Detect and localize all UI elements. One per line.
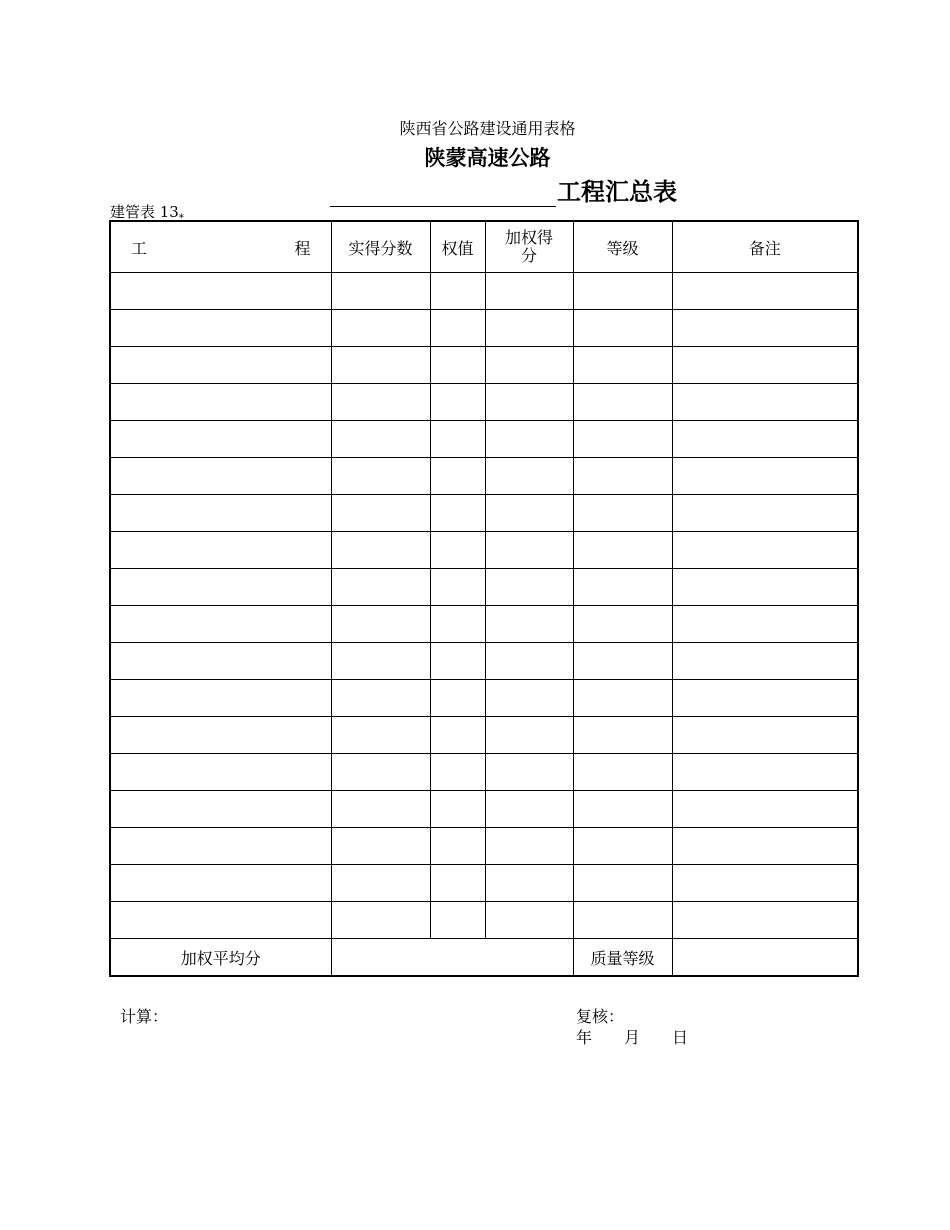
score-cell[interactable] bbox=[331, 458, 430, 495]
remark-cell[interactable] bbox=[672, 791, 858, 828]
weight-cell[interactable] bbox=[430, 643, 485, 680]
score-cell[interactable] bbox=[331, 384, 430, 421]
grade-cell[interactable] bbox=[573, 902, 672, 939]
table-row bbox=[110, 310, 858, 347]
weight-cell[interactable] bbox=[430, 865, 485, 902]
score-cell[interactable] bbox=[331, 310, 430, 347]
weight-cell[interactable] bbox=[430, 532, 485, 569]
project-cell[interactable] bbox=[110, 310, 331, 347]
quality-grade-label: 质量等级 bbox=[573, 939, 672, 977]
header-project-char-2: 程 bbox=[294, 238, 311, 258]
table-row bbox=[110, 902, 858, 939]
table-row bbox=[110, 347, 858, 384]
form-title bbox=[330, 172, 677, 207]
remark-cell[interactable] bbox=[672, 421, 858, 458]
weight-cell[interactable] bbox=[430, 569, 485, 606]
date-label: 年 月 日 bbox=[576, 1028, 689, 1047]
weighted-score-cell[interactable] bbox=[485, 273, 573, 310]
grade-cell[interactable] bbox=[573, 606, 672, 643]
weight-cell[interactable] bbox=[430, 273, 485, 310]
remark-cell[interactable] bbox=[672, 569, 858, 606]
grade-cell[interactable] bbox=[573, 754, 672, 791]
remark-cell[interactable] bbox=[672, 902, 858, 939]
grade-cell[interactable] bbox=[573, 347, 672, 384]
weighted-score-cell[interactable] bbox=[485, 532, 573, 569]
remark-cell[interactable] bbox=[672, 680, 858, 717]
remark-cell[interactable] bbox=[672, 347, 858, 384]
project-cell[interactable] bbox=[110, 569, 331, 606]
project-cell[interactable] bbox=[110, 384, 331, 421]
weight-cell[interactable] bbox=[430, 421, 485, 458]
table-row bbox=[110, 495, 858, 532]
table-row bbox=[110, 828, 858, 865]
weighted-score-cell[interactable] bbox=[485, 569, 573, 606]
grade-cell[interactable] bbox=[573, 421, 672, 458]
project-cell[interactable] bbox=[110, 791, 331, 828]
project-cell[interactable] bbox=[110, 606, 331, 643]
project-cell[interactable] bbox=[110, 680, 331, 717]
grade-cell[interactable] bbox=[573, 310, 672, 347]
header-grade: 等级 bbox=[573, 221, 672, 273]
remark-cell[interactable] bbox=[672, 754, 858, 791]
remark-cell[interactable] bbox=[672, 865, 858, 902]
score-cell[interactable] bbox=[331, 495, 430, 532]
project-cell[interactable] bbox=[110, 754, 331, 791]
header-weighted-score bbox=[485, 221, 573, 273]
table-row bbox=[110, 458, 858, 495]
weight-cell[interactable] bbox=[430, 754, 485, 791]
grade-cell[interactable] bbox=[573, 495, 672, 532]
grade-cell[interactable] bbox=[573, 828, 672, 865]
table-row bbox=[110, 680, 858, 717]
table-row bbox=[110, 273, 858, 310]
header-score: 实得分数 bbox=[331, 221, 430, 273]
score-cell[interactable] bbox=[331, 606, 430, 643]
remark-cell[interactable] bbox=[672, 532, 858, 569]
score-cell[interactable] bbox=[331, 791, 430, 828]
weighted-score-cell[interactable] bbox=[485, 310, 573, 347]
weighted-score-cell[interactable] bbox=[485, 421, 573, 458]
weight-cell[interactable] bbox=[430, 791, 485, 828]
reviewed-by-label: 复核： bbox=[576, 1007, 625, 1026]
remark-cell[interactable] bbox=[672, 273, 858, 310]
header-weighted-text: 加权得分 bbox=[504, 228, 553, 265]
grade-cell[interactable] bbox=[573, 791, 672, 828]
score-cell[interactable] bbox=[331, 421, 430, 458]
weight-cell[interactable] bbox=[430, 606, 485, 643]
weighted-average-cell[interactable] bbox=[331, 939, 573, 977]
score-cell[interactable] bbox=[331, 680, 430, 717]
project-name: 陕蒙高速公路 bbox=[424, 146, 551, 170]
form-code-mark: * bbox=[178, 213, 184, 224]
quality-grade-cell[interactable] bbox=[672, 939, 858, 977]
table-row bbox=[110, 643, 858, 680]
remark-cell[interactable] bbox=[672, 384, 858, 421]
table-row bbox=[110, 791, 858, 828]
form-code-text: 建管表 13 bbox=[110, 203, 179, 221]
project-cell[interactable] bbox=[110, 865, 331, 902]
weighted-average-label: 加权平均分 bbox=[110, 939, 331, 977]
score-cell[interactable] bbox=[331, 754, 430, 791]
table-row bbox=[110, 717, 858, 754]
remark-cell[interactable] bbox=[672, 458, 858, 495]
remark-cell[interactable] bbox=[672, 717, 858, 754]
weighted-score-cell[interactable] bbox=[485, 643, 573, 680]
grade-cell[interactable] bbox=[573, 384, 672, 421]
weight-cell[interactable] bbox=[430, 310, 485, 347]
calculated-by-label: 计算： bbox=[120, 1007, 169, 1026]
score-cell[interactable] bbox=[331, 865, 430, 902]
header-project bbox=[110, 221, 331, 273]
weight-cell[interactable] bbox=[430, 680, 485, 717]
project-cell[interactable] bbox=[110, 532, 331, 569]
table-row bbox=[110, 532, 858, 569]
weighted-score-cell[interactable] bbox=[485, 754, 573, 791]
grade-cell[interactable] bbox=[573, 680, 672, 717]
table-row bbox=[110, 606, 858, 643]
score-cell[interactable] bbox=[331, 643, 430, 680]
score-cell[interactable] bbox=[331, 347, 430, 384]
title-blank-field[interactable] bbox=[330, 182, 556, 207]
table-row bbox=[110, 865, 858, 902]
project-cell[interactable] bbox=[110, 421, 331, 458]
table-row bbox=[110, 384, 858, 421]
table-row bbox=[110, 421, 858, 458]
project-cell[interactable] bbox=[110, 643, 331, 680]
grade-cell[interactable] bbox=[573, 643, 672, 680]
score-cell[interactable] bbox=[331, 717, 430, 754]
weight-cell[interactable] bbox=[430, 347, 485, 384]
weighted-score-cell[interactable] bbox=[485, 458, 573, 495]
remark-cell[interactable] bbox=[672, 310, 858, 347]
header-project-char-1: 工 bbox=[131, 238, 148, 258]
project-cell[interactable] bbox=[110, 495, 331, 532]
weight-cell[interactable] bbox=[430, 828, 485, 865]
weight-cell[interactable] bbox=[430, 384, 485, 421]
weighted-score-cell[interactable] bbox=[485, 606, 573, 643]
project-cell[interactable] bbox=[110, 828, 331, 865]
weight-cell[interactable] bbox=[430, 495, 485, 532]
grade-cell[interactable] bbox=[573, 569, 672, 606]
weighted-score-cell[interactable] bbox=[485, 717, 573, 754]
remark-cell[interactable] bbox=[672, 495, 858, 532]
weighted-score-cell[interactable] bbox=[485, 828, 573, 865]
weight-cell[interactable] bbox=[430, 902, 485, 939]
grade-cell[interactable] bbox=[573, 532, 672, 569]
weighted-score-cell[interactable] bbox=[485, 384, 573, 421]
grade-cell[interactable] bbox=[573, 865, 672, 902]
table-row bbox=[110, 754, 858, 791]
score-cell[interactable] bbox=[331, 273, 430, 310]
form-title-text: 工程汇总表 bbox=[557, 178, 677, 206]
header-weight: 权值 bbox=[430, 221, 485, 273]
score-cell[interactable] bbox=[331, 902, 430, 939]
grade-cell[interactable] bbox=[573, 273, 672, 310]
table-footer-row bbox=[110, 939, 858, 977]
weight-cell[interactable] bbox=[430, 458, 485, 495]
weighted-score-cell[interactable] bbox=[485, 902, 573, 939]
table-header-row bbox=[110, 221, 858, 273]
project-cell[interactable] bbox=[110, 902, 331, 939]
project-cell[interactable] bbox=[110, 458, 331, 495]
summary-table bbox=[109, 220, 859, 977]
score-cell[interactable] bbox=[331, 532, 430, 569]
grade-cell[interactable] bbox=[573, 458, 672, 495]
project-cell[interactable] bbox=[110, 717, 331, 754]
weighted-score-cell[interactable] bbox=[485, 865, 573, 902]
form-series-title: 陕西省公路建设通用表格 bbox=[399, 119, 576, 138]
remark-cell[interactable] bbox=[672, 606, 858, 643]
table-row bbox=[110, 569, 858, 606]
weighted-score-cell[interactable] bbox=[485, 347, 573, 384]
header-remark: 备注 bbox=[672, 221, 858, 273]
project-cell[interactable] bbox=[110, 273, 331, 310]
weight-cell[interactable] bbox=[430, 717, 485, 754]
score-cell[interactable] bbox=[331, 828, 430, 865]
weighted-score-cell[interactable] bbox=[485, 680, 573, 717]
weighted-score-cell[interactable] bbox=[485, 495, 573, 532]
project-cell[interactable] bbox=[110, 347, 331, 384]
grade-cell[interactable] bbox=[573, 717, 672, 754]
score-cell[interactable] bbox=[331, 569, 430, 606]
weighted-score-cell[interactable] bbox=[485, 791, 573, 828]
remark-cell[interactable] bbox=[672, 643, 858, 680]
remark-cell[interactable] bbox=[672, 828, 858, 865]
